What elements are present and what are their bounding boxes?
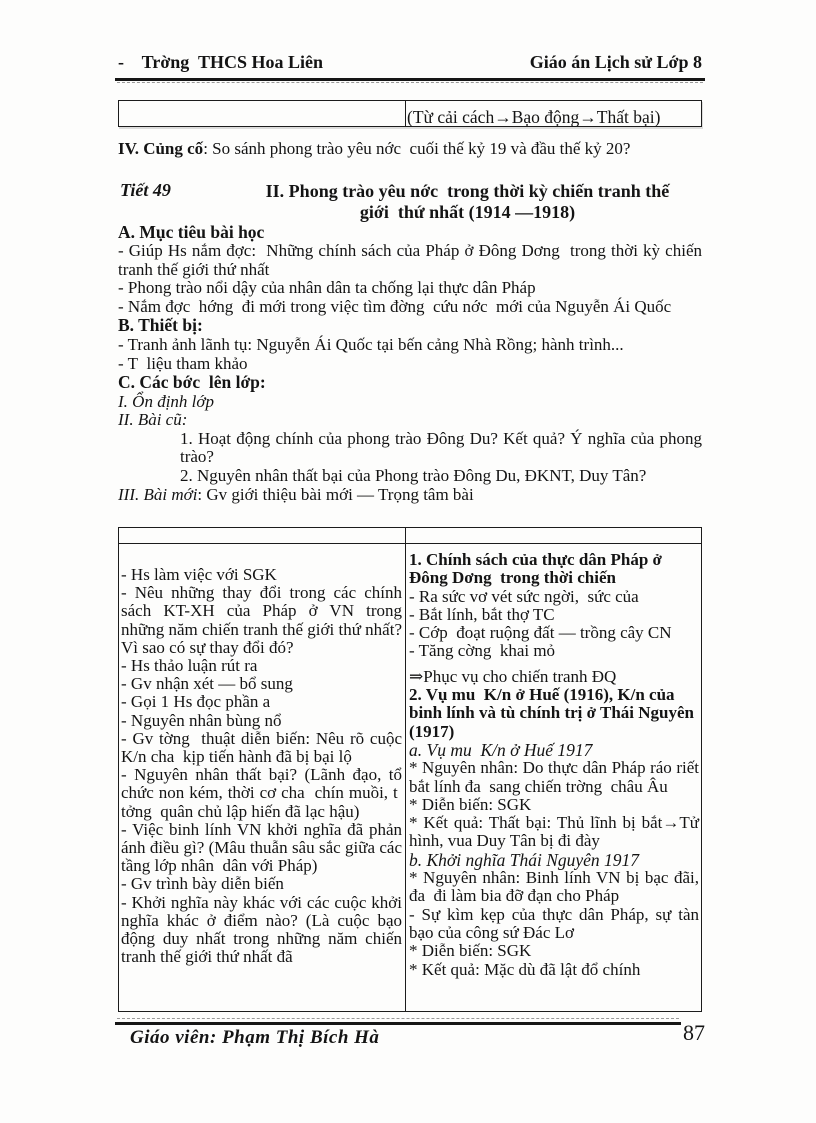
- review-question: 2. Nguyên nhân thất bại của Phong trào Đông Du, ĐKNT, Duy Tân?: [180, 466, 647, 486]
- header-school-name: - Trờng THCS Hoa Liên: [118, 52, 324, 72]
- lesson-title-line2: giới thứ nhất (1914 —1918): [359, 201, 576, 222]
- summary-table-note-cell: (Từ cải cách→Bạo động→Thất bại): [407, 107, 661, 127]
- section-a-item: - Nắm đợc hớng đi mới trong việc tìm đờng cứu nớc mới của Nguyễn Ái Quốc: [118, 296, 672, 316]
- activity-table-header-row: [119, 528, 701, 544]
- section-c-step3: [118, 486, 702, 505]
- header-document-title: Giáo án Lịch sử Lớp 8: [529, 52, 702, 72]
- content-heading-2: 2. Vụ mu K/n ở Huế (1916), K/n của binh lính và tù chính trị ở Thái Nguyên (1917): [409, 685, 694, 741]
- period-label: Tiết 49: [120, 179, 171, 200]
- content-note: * Diễn biến: SGK: [409, 794, 532, 814]
- consolidation-text: : So sánh phong trào yêu nớc cuối thế kỷ 19 và đầu thế kỷ 20?: [203, 139, 631, 158]
- content-note: * Kết quả: Thất bại: Thủ lĩnh bị bắt→Tử hình, vua Duy Tân bị đi đày: [409, 813, 699, 851]
- activity-table: [118, 527, 702, 1012]
- section-c-title: C. Các bớc lên lớp:: [118, 372, 266, 393]
- content-subheading-b: b. Khởi nghĩa Thái Nguyên 1917: [409, 849, 640, 870]
- teacher-activity-item: - Gv trình bày diễn biến: [121, 874, 284, 894]
- teacher-activity-item: - Hs thảo luận rút ra: [121, 656, 258, 676]
- section-c-step2: II. Bài cũ:: [118, 410, 188, 430]
- teacher-activity-item: - Việc binh lính VN khởi nghĩa đã phản ánh điều gì? (Mâu thuẫn sâu sắc giữa các tầng lớp nhân dân với Pháp): [121, 819, 402, 876]
- content-heading-1: 1. Chính sách của thực dân Pháp ở Đông Dơng trong thời chiến: [409, 550, 662, 588]
- summary-table-empty-cell: [119, 101, 406, 126]
- consolidation-label: IV. Củng cố: [118, 139, 204, 158]
- content-note: - Bắt lính, bắt thợ TC: [409, 604, 555, 624]
- section-b-item: - Tranh ảnh lãnh tụ: Nguyễn Ái Quốc tại bến cảng Nhà Rồng; hành trình...: [118, 334, 624, 354]
- teacher-activity-item: - Gv tờng thuật diễn biến: Nêu rõ cuộc K/n cha kịp tiến hành đã bị bại lộ: [121, 728, 402, 767]
- lesson-title-block: [118, 181, 702, 223]
- section-c-step3-label: III. Bài mới: [118, 484, 198, 504]
- section-b-title: B. Thiết bị:: [118, 315, 203, 336]
- summary-table: [118, 100, 702, 127]
- section-a-item: - Phong trào nổi dậy của nhân dân ta chống lại thực dân Pháp: [118, 278, 536, 298]
- activity-table-header-left-cell: [119, 528, 406, 543]
- content-conclusion-arrow: ⇒Phục vụ cho chiến tranh ĐQ: [409, 666, 617, 686]
- review-question: 1. Hoạt động chính của phong trào Đông Du? Kết quả? Ý nghĩa của phong trào?: [180, 428, 702, 467]
- section-a-item: - Giúp Hs nắm đợc: Những chính sách của Pháp ở Đông Dơng trong thời kỳ chiến tranh thế giới thứ nhất: [118, 241, 702, 279]
- page-header: [118, 52, 702, 73]
- teacher-activity-item: - Nguyên nhân thất bại? (Lãnh đạo, tổ chức non kém, thời cơ cha chín muồi, t tởng quân chủ lập hiến đã lạc hậu): [121, 765, 402, 821]
- consolidation-line: [118, 140, 702, 159]
- lesson-title-line1: II. Phong trào yêu nớc trong thời kỳ chiến tranh thế: [265, 180, 670, 201]
- page-number: 87: [683, 1020, 705, 1045]
- lesson-body: [118, 140, 702, 504]
- section-b-item: - T liệu tham khảo: [118, 353, 248, 373]
- section-c-step3-text: : Gv giới thiệu bài mới — Trọng tâm bài: [197, 484, 474, 504]
- content-note: * Nguyên nhân: Do thực dân Pháp ráo riết bắt lính đa sang chiến trờng châu Âu: [409, 758, 699, 796]
- content-subheading-a: a. Vụ mu K/n ở Huế 1917: [409, 739, 593, 760]
- section-a-title: A. Mục tiêu bài học: [118, 221, 265, 242]
- footer-teacher-name: Giáo viên: Phạm Thị Bích Hà: [130, 1027, 380, 1048]
- teacher-activity-item: - Nguyên nhân bùng nổ: [121, 710, 282, 730]
- teacher-activity-item: - Gv nhận xét — bổ sung: [121, 674, 293, 694]
- content-note: - Cớp đoạt ruộng đất — trồng cây CN: [409, 623, 672, 643]
- teacher-activity-item: - Gọi 1 Hs đọc phần a: [121, 692, 271, 712]
- content-note: - Ra sức vơ vét sức ngời, sức của: [409, 586, 639, 606]
- teacher-activity-item: - Khởi nghĩa này khác với các cuộc khởi nghĩa khác ở điểm nào? (Là cuộc bạo động duy nhất trong những năm chiến tranh thế giới thứ nhất đã: [121, 892, 402, 967]
- footer-rule: [115, 1022, 681, 1025]
- content-note: * Nguyên nhân: Binh lính VN bị bạc đãi, đa đi làm bia đỡ đạn cho Pháp: [409, 868, 699, 906]
- content-note: * Kết quả: Mặc dù đã lật đổ chính: [409, 959, 641, 979]
- lesson-content-cell: [406, 544, 701, 1011]
- teacher-activity-item: - Nêu những thay đổi trong các chính sách KT-XH của Pháp ở VN trong những năm chiến tranh thế giới thứ nhất? Vì sao có sự thay đổi đó?: [121, 583, 402, 657]
- section-c-step1: I. Ổn định lớp: [118, 391, 214, 411]
- content-note: - Tăng cờng khai mỏ: [409, 641, 556, 661]
- lesson-title: [233, 181, 702, 223]
- teacher-activities-cell: [119, 544, 406, 1011]
- content-note: * Diễn biến: SGK: [409, 941, 532, 961]
- content-note: - Sự kìm kẹp của thực dân Pháp, sự tàn bạo của công sứ Đác Lơ: [409, 904, 699, 942]
- header-rule: [115, 78, 705, 81]
- teacher-activity-item: - Hs làm việc với SGK: [121, 565, 277, 584]
- activity-table-content-row: [119, 544, 701, 1011]
